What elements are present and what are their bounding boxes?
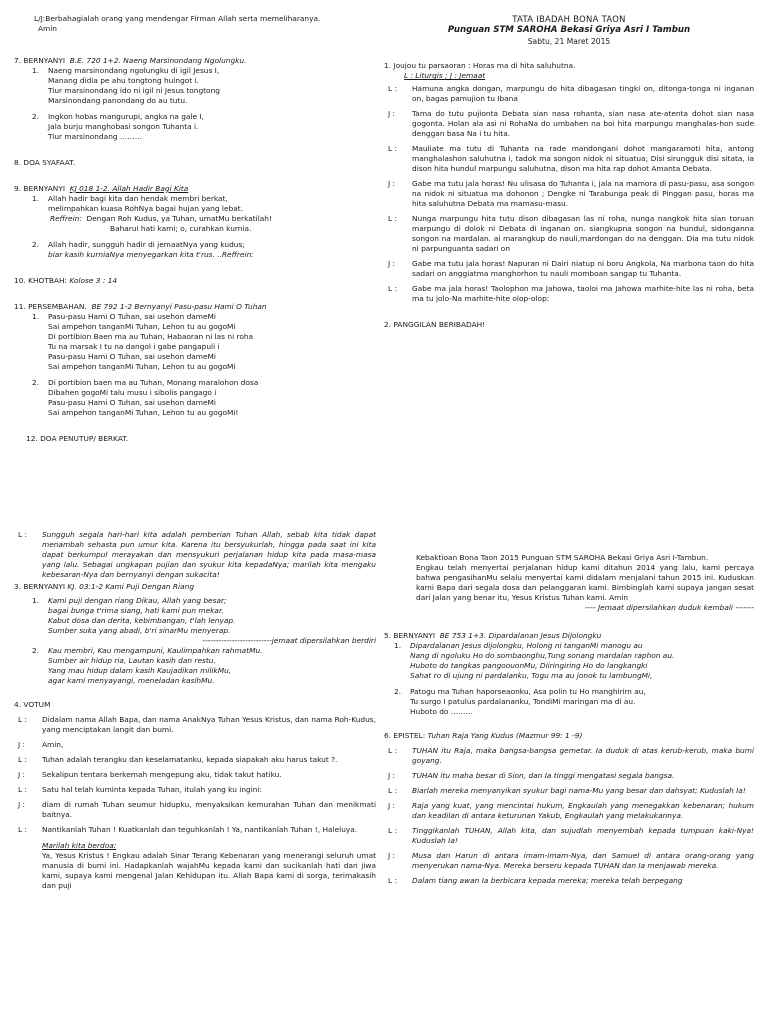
- dialog-row: J : Gabe ma tutu jala horas! Nu ulisasa do Tuhanta i, jala na mamora di pasu-pasu, asa songon na nidok ni situatua ma dohonon ; Dengke ni Tarabunga peak di Pinggan pasu, horas ma hita saluhutna Debata ma mamasu-masu.: [388, 179, 754, 208]
- verse-line: Yang mau hidup dalam kasih Kaujadikan milikMu,: [48, 665, 232, 675]
- section-6-ref: Tuhan Raja Yang Kudus (Mazmur 99: 1 -9): [427, 730, 583, 740]
- verse-line: Huboto do ………: [410, 706, 473, 716]
- verse-line: Manang didia pe ahu tongtong huingot i.: [48, 75, 199, 85]
- dialog-row: J : Raja yang kuat, yang mencintai hukum, Engkaulah yang menegakkan kebenaran; hukum dan keadilan di antara keturunan Yakub, Engkaulah yang melakukannya.: [388, 800, 754, 820]
- section-10: [14, 276, 376, 286]
- stage-note: --------------------------jemaat dipersilahkan berdiri: [202, 635, 376, 645]
- section-3-ref: KJ. 03:1-2 Kami Puji Dengan Riang: [67, 581, 195, 591]
- verse-line: melimpahkan kuasa RohNya bagai hujan yang lebat.: [48, 203, 243, 213]
- section-11-ref: BE 792 1-2 Bernyanyi Pasu-pasu Hami O Tuhan: [91, 301, 267, 311]
- verse-line: Di portibion Baen ma au Tuhan, Habaoran ni las ni roha: [48, 331, 254, 341]
- section-11: 11. PERSEMBAHAN. BE 792 1-2 Bernyanyi Pasu-pasu Hami O Tuhan 1. Pasu-pasu Hami O Tuhan, sai usehon dameMi Sai ampehon tanganMi Tuhan, Lehon tu au gogoMi Di portibion Baen ma au Tuhan, Habaoran ni las ni roha Tu na marsak I tu na dangol i gabe pangapuli i Pasu-pasu Hami O Tuhan, sai usehon dameMi Sai ampehon tanganMi Tuhan, Lehon tu au gogoMi 2. Di portibion baen ma au Tuhan, Monang maralohon dosa Dibahen gogoMi talu musu i sibolis pangago i Pasu-pasu Hami O Tuhan, sai usehon dameMi Sai ampehon tanganMi Tuhan, Lehon tu au gogoMi!: [14, 301, 267, 417]
- section-10-ref: Kolose 3 : 14: [69, 275, 118, 285]
- dialog-row: L : TUHAN itu Raja, maka bangsa-bangsa gemetar. Ia duduk di atas kerub-kerub, maka bumi goyang.: [388, 745, 754, 765]
- verse-line: Tu na marsak I tu na dangol i gabe pangapuli i: [48, 341, 220, 351]
- section-5-head: 5. BERNYANYI: [384, 630, 436, 640]
- dialog-row: L : Mauliate ma tutu di Tuhanta na rade mandongani dohot mangaramoti hita, antong manghalashon saluhutna i, tadok ma songon nidok ni situatua; Disi sirungguk disi sitata, ia dison hita hundul marpungu saluhutna, dison ma hita rap dohot Amanta Debata.: [388, 144, 754, 174]
- verse-line: Kami puji dengan riang Dikau, Allah yang besar;: [48, 595, 227, 605]
- section-1-sub: L : Liturgis ; J : Jemaat: [404, 71, 486, 81]
- document-subtitle: Punguan STM SAROHA Bekasi Griya Asri I Tambun: [447, 25, 691, 36]
- verse-line: Tiur marsinondang ido ni igil ni Jesus tongtong: [48, 85, 220, 95]
- section-6: [384, 731, 754, 741]
- verse-line: Sai ampehon tanganMi Tuhan, Lehon tu au gogoMi!: [48, 407, 239, 417]
- page-bottom-left: [14, 525, 376, 1024]
- reffrein-label: Reffrein:: [50, 213, 82, 223]
- verse-line: Pasu-pasu Hami O Tuhan, sai usehon dameMi: [48, 397, 216, 407]
- intro-line-2: Amin: [38, 23, 57, 33]
- document-title: TATA IBADAH BONA TAON: [512, 14, 626, 24]
- verse-line: Naeng marsinondang ngolungku di igil Jesus I,: [48, 65, 220, 75]
- dialog-row: L : Tuhan adalah terangku dan keselamatanku, kepada siapakah aku harus takut ?.: [18, 754, 338, 764]
- verse-line: bagai bunga t'rima siang, hati kami pun mekar.: [48, 605, 224, 615]
- verse-line: biar kasih kurniaNya menyegarkan kita t'rus. ..Reffrein:: [48, 249, 254, 259]
- verse-line: Patogu ma Tuhan haporseaonku, Asa polin tu Ho manghirim au,: [410, 686, 646, 696]
- reffrein-line: Dengan Roh Kudus, ya Tuhan, umatMu berkatilah!: [86, 213, 272, 223]
- dialog-row: L : Sungguh segala hari-hari kita adalah pemberian Tuhan Allah, sebab kita tidak dapat menambah sehasta pun umur kita. Karena itu bersyukurlah, hingga pada saat ini kita dapat berkumpul merayakan dan mensyukuri perjalanan hidup kita pada masa-masa yang lalu. Sebagai ungkapan pujian dan syukur kita kepadaNya; marilah kita mengaku kebesaran-Nya dan bernyanyi dengan sukacita!: [18, 530, 376, 579]
- page-top-right: [384, 14, 754, 514]
- section-10-head: 10. KHOTBAH:: [14, 275, 68, 285]
- intro-line-1: L/J:Berbahagialah orang yang mendengar Firman Allah serta memeliharanya.: [34, 14, 321, 23]
- verse-line: Allah hadir bagi kita dan hendak membri berkat,: [48, 193, 228, 203]
- section-12: 12. DOA PENUTUP/ BERKAT.: [26, 433, 129, 443]
- dialog-row: L : Nantikanlah Tuhan ! Kuatkanlah dan teguhkanlah ! Ya, nantikanlah Tuhan !, Haleluya.: [18, 824, 358, 834]
- verse-line: Pasu-pasu Hami O Tuhan, sai usehon dameMi: [48, 311, 216, 321]
- section-6-head: 6. EPISTEL:: [384, 730, 426, 740]
- section-9-head: 9. BERNYANYI: [14, 183, 66, 193]
- dialog-row: J : TUHAN itu maha besar di Sion, dan Ia tinggi mengatasi segala bangsa.: [388, 770, 675, 780]
- verse-line: Allah hadir, sungguh hadir di jemaatNya yang kudus;: [48, 239, 245, 249]
- dialog-row: L : Gabe ma jala horas! Taolophon ma Jahowa, taoloi ma Jahowa marhite-hite las ni roha, beta ma tu jolo-Na marhite-hite olop-olop:: [388, 283, 754, 303]
- dialog-row: L : Biarlah mereka menyanyikan syukur bagi nama-Mu yang besar dan dahsyat; Kuduslah Ia!: [388, 785, 746, 795]
- dialog-row: L : Dalam tiang awan Ia berbicara kepada mereka; mereka telah berpegang: [388, 875, 683, 885]
- verse-line: Sumber suka yang abadi, b'ri sinarMu menyerap.: [48, 625, 231, 635]
- verse-line: Kabut dosa dan derita, kebimbangan, t'lah lenyap.: [48, 615, 236, 625]
- dialog-row: L : Nunga marpungu hita tutu dison dibagasan las ni roha, nunga nangkok hita sian toruan marpungu di dolok ni Debata di inganan on. siangkupna songon na hundul, sidonganna songon na mardalan. ai marangkup do nauli,mardongan do na denggan. Dia ma tutu nidok ni parpunguanta sadari on: [388, 213, 754, 253]
- verse-line: Sai ampehon tanganMi Tuhan, Lehon tu au gogoMi: [48, 321, 236, 331]
- section-1-head: 1. Joujou tu parsaoran : Horas ma di hita saluhutna.: [384, 61, 576, 71]
- dialog-row: J : Musa dan Harun di antara imam-imam-Nya, dan Samuel di antara orang-orang yang menyerukan nama-Nya. Mereka berseru kepada TUHAN dan Ia menjawab mereka.: [388, 850, 754, 870]
- verse-line: Kau membri, Kau mengampuni, Kaulimpahkan rahmatMu.: [48, 645, 263, 655]
- section-2: 2. PANGGILAN BERIBADAH!: [384, 319, 486, 329]
- section-3: 3. BERNYANYI KJ. 03:1-2 Kami Puji Dengan Riang 1. Kami puji dengan riang Dikau, Allah yang besar; bagai bunga t'rima siang, hati kami pun mekar. Kabut dosa dan derita, kebimbangan, t'lah lenyap. Sumber suka yang abadi, b'ri sinarMu menyerap. --------------------------jemaat dipersilahkan berdiri 2. Kau membri, Kau mengampuni, Kaulimpahkan rahmatMu. Sumber air hidup ria, Lautan kasih dan restu. Yang mau hidup dalam kasih Kaujadikan milikMu, agar kami menyayangi, meneladan kasihMu.: [14, 581, 376, 685]
- section-5: 5. BERNYANYI BE 753 1+3. Dipardalanan Jesus Dijolongku 1. Dipardalanan Jesus dijolongku, Holong ni tanganMi manogu au Nang di ngoluku Ho do sombaonghu,Tung sonang mardalan raphon au. Huboto do tangkas pangoouonMu, Diiringiring Ho do langkangki Sahat ro di ujung ni pardalanku, Togu ma au jonok tu lambungMi, 2. Patogu ma Tuhan haporseaonku, Asa polin tu Ho manghirim au, Tu surgo I patulus pardalananku, TondiMi maringan ma di au. Huboto do ………: [384, 630, 675, 716]
- document-header: [384, 14, 754, 47]
- dialog-row: J : Tama do tutu pujionta Debata sian nasa rohanta, sian nasa ate-atenta dohot sian nasa gogonta. Holan ala asi ni RohaNa do umbahen na boi hita marpungu manghalas-hon sude denggan basa Na i tu hita.: [388, 109, 754, 139]
- verse-line: Jala burju manghobasi songon Tuhanta i.: [48, 121, 199, 131]
- prayer-text: Ya, Yesus Kristus ! Engkau adalah Sinar Terang Kebenaran yang menerangi seluruh umat manusia di bumi ini. Hadapkanlah wajahMu kepada kami dan sucikanlah hati dan jiwa kami, supaya kami mengenal Jalan Kehidupan itu. Allah Bapa kami di sorga, terimakasih dan puji: [42, 850, 376, 890]
- dialog-row: J : Amin,: [18, 739, 64, 749]
- section-8: 8. DOA SYAFAAT.: [14, 157, 76, 167]
- section-7-ref: B.E. 720 1+2. Naeng Marsinondang Ngolungku.: [69, 55, 247, 65]
- verse-line: Dibahen gogoMi talu musu i sibolis pangago i: [48, 387, 217, 397]
- verse-line: Tu surgo I patulus pardalananku, TondiMi maringan ma di au.: [410, 696, 636, 706]
- verse-line: Sahat ro di ujung ni pardalanku, Togu ma au jonok tu lambungMi,: [410, 670, 653, 680]
- dialog-row: L : Didalam nama Allah Bapa, dan nama AnakNya Tuhan Yesus Kristus, dan nama Roh-Kudus, yang menciptakan langit dan bumi.: [18, 714, 376, 734]
- verse-line: Nang di ngoluku Ho do sombaonghu,Tung sonang mardalan raphon au.: [410, 650, 675, 660]
- prayer-continued-2: Engkau telah menyertai perjalanan hidup kami ditahun 2014 yang lalu, kami percaya bahwa pengasihanMu selalu menyertai kami didalam menjalani tahun 2015 ini. Kuduskan kami Bapa dari segala dosa dan pelanggaran kami. Bimbinglah kami supaya jangan sesat dari Jalan yang benar itu, Yesus Kristus Tuhan kami. Amin: [416, 562, 754, 602]
- reffrein-line: Baharui hati kami; o, curahkan kurnia.: [110, 223, 252, 233]
- dialog-row: L : Satu hal telah kuminta kepada Tuhan, itulah yang ku ingini:: [18, 784, 262, 794]
- verse-line: Huboto do tangkas pangoouonMu, Diiringiring Ho do langkangki: [410, 660, 648, 670]
- section-9: 9. BERNYANYI KJ 018 1-2. Allah Hadir Bagi Kita 1. Allah hadir bagi kita dan hendak membri berkat, melimpahkan kuasa RohNya bagai hujan yang lebat. Reffrein: Dengan Roh Kudus, ya Tuhan, umatMu berkatilah! Baharui hati kami; o, curahkan kurnia. 2. Allah hadir, sungguh hadir di jemaatNya yang kudus; biar kasih kurniaNya menyegarkan kita t'rus. ..Reffrein:: [14, 184, 376, 260]
- section-9-ref: KJ 018 1-2. Allah Hadir Bagi Kita: [69, 183, 189, 193]
- page-top-left: [14, 14, 376, 514]
- section-11-head: 11. PERSEMBAHAN.: [14, 301, 87, 311]
- page-bottom-right: [384, 525, 754, 1024]
- dialog-row: J : diam di rumah Tuhan seumur hidupku, menyaksikan kemurahan Tuhan dan menikmati baitnya.: [18, 799, 376, 819]
- section-5-ref: BE 753 1+3. Dipardalanan Jesus Dijolongku: [439, 630, 602, 640]
- section-4: 4. VOTUM: [14, 699, 51, 709]
- dialog-row: L : Hamuna angka dongan, marpungu do hita dibagasan tingki on, ditonga-tonga ni inganan on, bagas pamujion tu Ibana: [388, 84, 754, 104]
- section-3-head: 3. BERNYANYI: [14, 581, 66, 591]
- dialog-row: L : Tinggikanlah TUHAN, Allah kita, dan sujudlah menyembah kepada tumpuan kaki-Nya! Kuduslah Ia!: [388, 825, 754, 845]
- verse-line: Ingkon hobas mangurupi, angka na gale I,: [48, 111, 204, 121]
- verse-line: Tiur marsinondang ………: [48, 131, 143, 141]
- verse-line: Pasu-pasu Hami O Tuhan, sai usehon dameMi: [48, 351, 216, 361]
- stage-note: ---- Jemaat dipersilahkan duduk kembali -------: [584, 602, 754, 612]
- verse-line: agar kami menyayangi, meneladan kasihMu.: [48, 675, 215, 685]
- verse-line: Di portibion baen ma au Tuhan, Monang maralohon dosa: [48, 377, 259, 387]
- prayer-continued: Kebaktioan Bona Taon 2015 Punguan STM SAROHA Bekasi Griya Asri I-Tambun.: [416, 553, 709, 562]
- prayer-label: Marilah kita berdoa:: [42, 840, 117, 850]
- section-7: 7. BERNYANYI B.E. 720 1+2. Naeng Marsinondang Ngolungku. 1. Naeng marsinondang ngolungku di igil Jesus I, Manang didia pe ahu tongtong huingot i. Tiur marsinondang ido ni igil ni Jesus tongtong Marsinondang panondang do au tutu. 2. Ingkon hobas mangurupi, angka na gale I, Jala burju manghobasi songon Tuhanta i. Tiur marsinondang ………: [14, 55, 247, 141]
- dialog-row: J : Gabe ma tutu jala horas! Napuran ni Dairi niatup ni boru Angkola, Na marbona taon do hita sadari on anggiatma manghorhon tu nauli momboan sangap tu Tuhanta.: [388, 258, 754, 278]
- verse-line: Sumber air hidup ria, Lautan kasih dan restu.: [48, 655, 216, 665]
- document-date: Sabtu, 21 Maret 2015: [527, 36, 611, 46]
- verse-line: Dipardalanan Jesus dijolongku, Holong ni tanganMi manogu au: [410, 640, 643, 650]
- verse-line: Sai ampehon tanganMi Tuhan, Lehon tu au gogoMi: [48, 361, 236, 371]
- dialog-row: J : Sekalipun tentara berkemah mengepung aku, tidak takut hatiku.: [18, 769, 282, 779]
- section-7-head: 7. BERNYANYI: [14, 55, 66, 65]
- verse-line: Marsinondang panondang do au tutu.: [48, 95, 188, 105]
